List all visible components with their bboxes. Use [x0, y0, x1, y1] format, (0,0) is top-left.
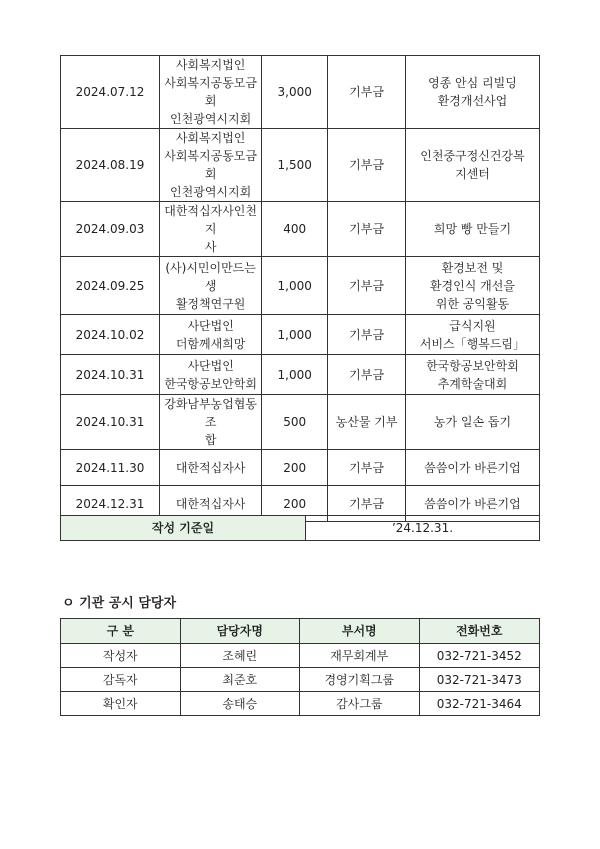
donation-org: [160, 315, 262, 355]
donation-row: [61, 257, 540, 315]
donation-date: 2024.07.12: [61, 56, 160, 129]
donation-type: 기부금: [328, 202, 406, 257]
contact-role: 감독자: [61, 668, 181, 692]
donation-amount: 1,000: [262, 257, 328, 315]
contact-department: 재무회계부: [300, 644, 420, 668]
donation-purpose: [405, 129, 539, 202]
donation-org: [160, 56, 262, 129]
donation-amount: 1,000: [262, 355, 328, 395]
donation-purpose: [405, 355, 539, 395]
donation-row: [61, 395, 540, 450]
donation-purpose-line: 환경인식 개선을: [429, 278, 515, 293]
donation-purpose-line: 지센터: [455, 167, 490, 181]
contact-role: 작성자: [61, 644, 181, 668]
donation-row: [61, 355, 540, 395]
contact-row: [61, 668, 540, 692]
donation-org-line: 인천광역시지회: [170, 112, 252, 126]
contact-phone: 032-721-3473: [419, 668, 540, 692]
donation-type: 농산물 기부: [328, 395, 406, 450]
donation-org-line: 한국항공보안학회: [164, 376, 257, 391]
donation-purpose-line: 환경개선사업: [437, 94, 508, 108]
donation-row: [61, 129, 540, 202]
donation-purpose-line: 씀씀이가 바른기업: [424, 460, 521, 475]
donation-table: [60, 55, 540, 522]
donation-amount: 400: [262, 202, 328, 257]
donation-row: [61, 56, 540, 129]
donation-org-line: 인천광역시지회: [170, 185, 252, 199]
contact-department: 경영기획그룹: [300, 668, 420, 692]
donation-date: 2024.10.31: [61, 355, 160, 395]
basis-value: ’24.12.31.: [306, 516, 540, 541]
donation-org-line: 강화남부농업협동조: [164, 397, 257, 429]
donation-org-line: 사: [204, 240, 217, 254]
contact-name: 조혜린: [180, 644, 300, 668]
donation-org: [160, 129, 262, 202]
donation-org-line: 대한적십자사: [175, 496, 246, 511]
header-name: 담당자명: [180, 619, 300, 644]
donation-org: [160, 202, 262, 257]
donation-org: [160, 257, 262, 315]
donation-purpose-line: 농가 일손 돕기: [433, 415, 512, 429]
donation-type: 기부금: [328, 315, 406, 355]
donation-org-line: 사회복지법인: [175, 58, 246, 72]
donation-row: [61, 450, 540, 486]
donation-purpose: [405, 56, 539, 129]
header-phone: 전화번호: [419, 619, 540, 644]
donation-purpose: [405, 395, 539, 450]
donation-purpose: [405, 257, 539, 315]
donation-org: [160, 395, 262, 450]
donation-date: 2024.11.30: [61, 450, 160, 486]
contact-row: [61, 692, 540, 716]
donation-type: 기부금: [328, 450, 406, 486]
donation-purpose-line: 씀씀이가 바른기업: [424, 496, 521, 511]
donation-purpose-line: 환경보전 및: [441, 260, 504, 275]
donation-type: 기부금: [328, 257, 406, 315]
donation-purpose: [405, 315, 539, 355]
donation-org-line: (사)시민이만드는생: [165, 260, 256, 293]
contact-name: 송태승: [180, 692, 300, 716]
donation-purpose-line: 위한 공익활동: [435, 296, 510, 311]
contact-department: 감사그룹: [300, 692, 420, 716]
donation-date: 2024.10.02: [61, 315, 160, 355]
donation-type: 기부금: [328, 355, 406, 395]
donation-org-line: 사단법인: [187, 318, 234, 333]
basis-date-table: [60, 515, 540, 541]
donation-amount: 200: [262, 486, 328, 522]
donation-purpose: [405, 202, 539, 257]
header-department: 부서명: [300, 619, 420, 644]
donation-purpose-line: 서비스「행복드림」: [419, 336, 526, 351]
contact-role: 확인자: [61, 692, 181, 716]
donation-org-line: 사회복지법인: [175, 131, 246, 145]
basis-row: [61, 516, 540, 541]
donation-purpose-line: 급식지원: [449, 318, 496, 333]
donation-amount: 1,500: [262, 129, 328, 202]
contact-phone: 032-721-3464: [419, 692, 540, 716]
donation-org-line: 대한적십자사: [175, 460, 246, 475]
donation-date: 2024.10.31: [61, 395, 160, 450]
donation-org-line: 사단법인: [187, 358, 234, 373]
donation-purpose-line: 추계학술대회: [437, 376, 508, 391]
section-title: ㅇ 기관 공시 담당자: [62, 596, 177, 611]
donation-purpose-line: 희망 빵 만들기: [433, 222, 512, 236]
donation-date: 2024.09.03: [61, 202, 160, 257]
donation-date: 2024.12.31: [61, 486, 160, 522]
donation-org-line: 더함께새희망: [175, 336, 246, 351]
basis-label: 작성 기준일: [61, 516, 306, 541]
contact-header-row: [61, 619, 540, 644]
donation-org: [160, 450, 262, 486]
header-category: 구 분: [61, 619, 181, 644]
donation-purpose-line: 영종 안심 리빌딩: [428, 76, 517, 90]
contact-table: [60, 618, 540, 716]
donation-amount: 3,000: [262, 56, 328, 129]
donation-org-line: 대한적십자사인천지: [164, 204, 257, 236]
donation-type: 기부금: [328, 56, 406, 129]
donation-date: 2024.08.19: [61, 129, 160, 202]
donation-row: [61, 202, 540, 257]
donation-purpose-line: 인천중구정신건강복: [420, 149, 525, 163]
donation-type: 기부금: [328, 129, 406, 202]
contact-name: 최준호: [180, 668, 300, 692]
contact-row: [61, 644, 540, 668]
donation-org-line: 합: [204, 433, 217, 447]
donation-type: 기부금: [328, 486, 406, 522]
donation-row: [61, 315, 540, 355]
donation-purpose-line: 한국항공보안학회: [426, 358, 519, 373]
donation-amount: 1,000: [262, 315, 328, 355]
contact-phone: 032-721-3452: [419, 644, 540, 668]
donation-org-line: 활정책연구원: [175, 296, 246, 311]
donation-date: 2024.09.25: [61, 257, 160, 315]
donation-org: [160, 355, 262, 395]
donation-org-line: 사회복지공동모금회: [164, 76, 257, 108]
donation-amount: 500: [262, 395, 328, 450]
donation-org-line: 사회복지공동모금회: [164, 149, 257, 181]
donation-amount: 200: [262, 450, 328, 486]
donation-purpose: [405, 450, 539, 486]
